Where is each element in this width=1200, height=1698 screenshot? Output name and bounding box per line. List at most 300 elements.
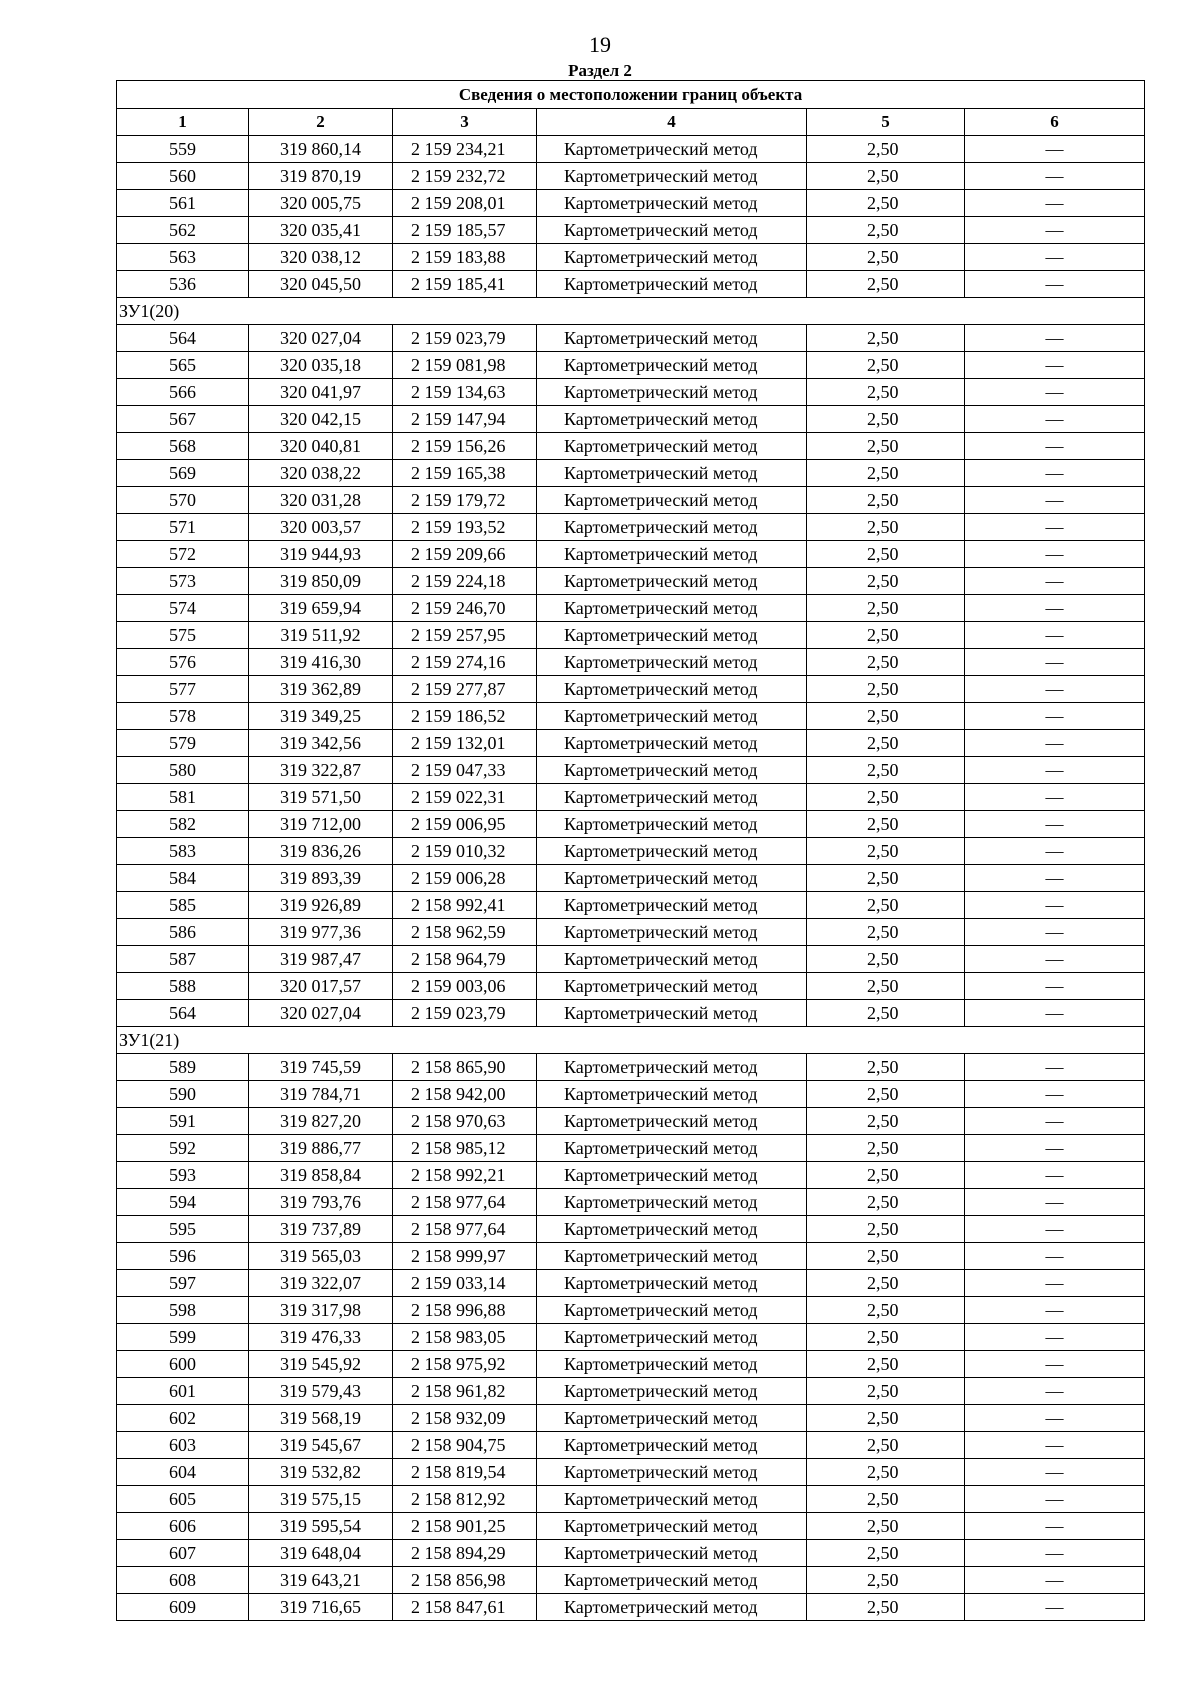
description-cell: — xyxy=(965,541,1145,568)
y-coordinate-cell: 2 158 812,92 xyxy=(393,1486,537,1513)
x-coordinate-cell: 319 793,76 xyxy=(249,1189,393,1216)
method-cell: Картометрический метод xyxy=(537,1054,807,1081)
point-number-cell: 589 xyxy=(117,1054,249,1081)
group-header-row xyxy=(117,1027,1145,1054)
description-cell: — xyxy=(965,811,1145,838)
table-row xyxy=(117,946,1145,973)
description-cell: — xyxy=(965,217,1145,244)
point-number-cell: 536 xyxy=(117,271,249,298)
accuracy-cell: 2,50 xyxy=(807,649,965,676)
y-coordinate-cell: 2 159 274,16 xyxy=(393,649,537,676)
table-row xyxy=(117,541,1145,568)
point-number-cell: 608 xyxy=(117,1567,249,1594)
description-cell: — xyxy=(965,136,1145,163)
accuracy-cell: 2,50 xyxy=(807,892,965,919)
x-coordinate-cell: 320 017,57 xyxy=(249,973,393,1000)
point-number-cell: 565 xyxy=(117,352,249,379)
description-cell: — xyxy=(965,919,1145,946)
description-cell: — xyxy=(965,973,1145,1000)
description-cell: — xyxy=(965,730,1145,757)
method-cell: Картометрический метод xyxy=(537,1513,807,1540)
x-coordinate-cell: 319 827,20 xyxy=(249,1108,393,1135)
table-row xyxy=(117,325,1145,352)
accuracy-cell: 2,50 xyxy=(807,1000,965,1027)
group-label: ЗУ1(21) xyxy=(117,1027,1145,1054)
table-row xyxy=(117,1000,1145,1027)
accuracy-cell: 2,50 xyxy=(807,271,965,298)
accuracy-cell: 2,50 xyxy=(807,487,965,514)
table-row xyxy=(117,1108,1145,1135)
method-cell: Картометрический метод xyxy=(537,1432,807,1459)
y-coordinate-cell: 2 159 185,41 xyxy=(393,271,537,298)
table-row xyxy=(117,973,1145,1000)
x-coordinate-cell: 319 836,26 xyxy=(249,838,393,865)
accuracy-cell: 2,50 xyxy=(807,568,965,595)
point-number-cell: 559 xyxy=(117,136,249,163)
accuracy-cell: 2,50 xyxy=(807,1405,965,1432)
y-coordinate-cell: 2 159 010,32 xyxy=(393,838,537,865)
point-number-cell: 579 xyxy=(117,730,249,757)
table-row xyxy=(117,1189,1145,1216)
method-cell: Картометрический метод xyxy=(537,217,807,244)
y-coordinate-cell: 2 159 134,63 xyxy=(393,379,537,406)
method-cell: Картометрический метод xyxy=(537,568,807,595)
point-number-cell: 563 xyxy=(117,244,249,271)
accuracy-cell: 2,50 xyxy=(807,136,965,163)
x-coordinate-cell: 320 040,81 xyxy=(249,433,393,460)
column-header: 3 xyxy=(393,109,537,136)
point-number-cell: 581 xyxy=(117,784,249,811)
table-row xyxy=(117,1297,1145,1324)
point-number-cell: 586 xyxy=(117,919,249,946)
y-coordinate-cell: 2 158 894,29 xyxy=(393,1540,537,1567)
table-row xyxy=(117,1135,1145,1162)
point-number-cell: 601 xyxy=(117,1378,249,1405)
point-number-cell: 571 xyxy=(117,514,249,541)
y-coordinate-cell: 2 158 819,54 xyxy=(393,1459,537,1486)
x-coordinate-cell: 320 038,12 xyxy=(249,244,393,271)
x-coordinate-cell: 319 416,30 xyxy=(249,649,393,676)
description-cell: — xyxy=(965,1432,1145,1459)
method-cell: Картометрический метод xyxy=(537,1486,807,1513)
table-row xyxy=(117,1216,1145,1243)
point-number-cell: 562 xyxy=(117,217,249,244)
table-row xyxy=(117,1243,1145,1270)
method-cell: Картометрический метод xyxy=(537,892,807,919)
table-row xyxy=(117,406,1145,433)
table-body xyxy=(117,81,1145,1621)
point-number-cell: 561 xyxy=(117,190,249,217)
column-header: 4 xyxy=(537,109,807,136)
y-coordinate-cell: 2 159 193,52 xyxy=(393,514,537,541)
x-coordinate-cell: 319 568,19 xyxy=(249,1405,393,1432)
accuracy-cell: 2,50 xyxy=(807,1459,965,1486)
description-cell: — xyxy=(965,1378,1145,1405)
y-coordinate-cell: 2 159 185,57 xyxy=(393,217,537,244)
table-row xyxy=(117,1162,1145,1189)
point-number-cell: 603 xyxy=(117,1432,249,1459)
method-cell: Картометрический метод xyxy=(537,1594,807,1621)
x-coordinate-cell: 320 031,28 xyxy=(249,487,393,514)
description-cell: — xyxy=(965,568,1145,595)
table-row xyxy=(117,838,1145,865)
point-number-cell: 593 xyxy=(117,1162,249,1189)
table-row xyxy=(117,703,1145,730)
description-cell: — xyxy=(965,757,1145,784)
description-cell: — xyxy=(965,1108,1145,1135)
table-row xyxy=(117,217,1145,244)
point-number-cell: 602 xyxy=(117,1405,249,1432)
method-cell: Картометрический метод xyxy=(537,1216,807,1243)
accuracy-cell: 2,50 xyxy=(807,352,965,379)
y-coordinate-cell: 2 159 165,38 xyxy=(393,460,537,487)
table-row xyxy=(117,379,1145,406)
y-coordinate-cell: 2 158 865,90 xyxy=(393,1054,537,1081)
table-row xyxy=(117,1054,1145,1081)
table-row xyxy=(117,514,1145,541)
x-coordinate-cell: 320 041,97 xyxy=(249,379,393,406)
description-cell: — xyxy=(965,1243,1145,1270)
method-cell: Картометрический метод xyxy=(537,271,807,298)
accuracy-cell: 2,50 xyxy=(807,1081,965,1108)
description-cell: — xyxy=(965,622,1145,649)
section-title: Раздел 2 xyxy=(568,61,632,80)
accuracy-cell: 2,50 xyxy=(807,163,965,190)
y-coordinate-cell: 2 158 942,00 xyxy=(393,1081,537,1108)
page-number: 19 xyxy=(589,32,611,57)
accuracy-cell: 2,50 xyxy=(807,865,965,892)
accuracy-cell: 2,50 xyxy=(807,703,965,730)
accuracy-cell: 2,50 xyxy=(807,406,965,433)
y-coordinate-cell: 2 159 156,26 xyxy=(393,433,537,460)
point-number-cell: 580 xyxy=(117,757,249,784)
description-cell: — xyxy=(965,1162,1145,1189)
y-coordinate-cell: 2 158 932,09 xyxy=(393,1405,537,1432)
x-coordinate-cell: 319 716,65 xyxy=(249,1594,393,1621)
method-cell: Картометрический метод xyxy=(537,541,807,568)
y-coordinate-cell: 2 159 003,06 xyxy=(393,973,537,1000)
description-cell: — xyxy=(965,946,1145,973)
table-row xyxy=(117,622,1145,649)
accuracy-cell: 2,50 xyxy=(807,676,965,703)
accuracy-cell: 2,50 xyxy=(807,1351,965,1378)
method-cell: Картометрический метод xyxy=(537,1135,807,1162)
point-number-cell: 607 xyxy=(117,1540,249,1567)
point-number-cell: 597 xyxy=(117,1270,249,1297)
accuracy-cell: 2,50 xyxy=(807,1243,965,1270)
description-cell: — xyxy=(965,271,1145,298)
y-coordinate-cell: 2 159 246,70 xyxy=(393,595,537,622)
description-cell: — xyxy=(965,703,1145,730)
description-cell: — xyxy=(965,163,1145,190)
x-coordinate-cell: 319 893,39 xyxy=(249,865,393,892)
method-cell: Картометрический метод xyxy=(537,190,807,217)
accuracy-cell: 2,50 xyxy=(807,1513,965,1540)
table-row xyxy=(117,487,1145,514)
method-cell: Картометрический метод xyxy=(537,838,807,865)
point-number-cell: 568 xyxy=(117,433,249,460)
y-coordinate-cell: 2 159 277,87 xyxy=(393,676,537,703)
method-cell: Картометрический метод xyxy=(537,865,807,892)
method-cell: Картометрический метод xyxy=(537,1000,807,1027)
x-coordinate-cell: 319 362,89 xyxy=(249,676,393,703)
x-coordinate-cell: 319 784,71 xyxy=(249,1081,393,1108)
point-number-cell: 572 xyxy=(117,541,249,568)
accuracy-cell: 2,50 xyxy=(807,1567,965,1594)
description-cell: — xyxy=(965,1054,1145,1081)
table-row xyxy=(117,1594,1145,1621)
description-cell: — xyxy=(965,784,1145,811)
column-header: 2 xyxy=(249,109,393,136)
x-coordinate-cell: 320 027,04 xyxy=(249,1000,393,1027)
description-cell: — xyxy=(965,676,1145,703)
description-cell: — xyxy=(965,1459,1145,1486)
table-row xyxy=(117,811,1145,838)
x-coordinate-cell: 319 858,84 xyxy=(249,1162,393,1189)
y-coordinate-cell: 2 158 977,64 xyxy=(393,1189,537,1216)
point-number-cell: 564 xyxy=(117,325,249,352)
method-cell: Картометрический метод xyxy=(537,406,807,433)
y-coordinate-cell: 2 158 962,59 xyxy=(393,919,537,946)
y-coordinate-cell: 2 158 904,75 xyxy=(393,1432,537,1459)
description-cell: — xyxy=(965,1270,1145,1297)
accuracy-cell: 2,50 xyxy=(807,1135,965,1162)
accuracy-cell: 2,50 xyxy=(807,1108,965,1135)
accuracy-cell: 2,50 xyxy=(807,1216,965,1243)
method-cell: Картометрический метод xyxy=(537,1162,807,1189)
table-row xyxy=(117,1270,1145,1297)
accuracy-cell: 2,50 xyxy=(807,1054,965,1081)
x-coordinate-cell: 319 712,00 xyxy=(249,811,393,838)
description-cell: — xyxy=(965,649,1145,676)
point-number-cell: 600 xyxy=(117,1351,249,1378)
table-row xyxy=(117,784,1145,811)
table-row xyxy=(117,1405,1145,1432)
accuracy-cell: 2,50 xyxy=(807,1270,965,1297)
method-cell: Картометрический метод xyxy=(537,595,807,622)
accuracy-cell: 2,50 xyxy=(807,433,965,460)
x-coordinate-cell: 319 579,43 xyxy=(249,1378,393,1405)
method-cell: Картометрический метод xyxy=(537,1243,807,1270)
description-cell: — xyxy=(965,514,1145,541)
y-coordinate-cell: 2 159 081,98 xyxy=(393,352,537,379)
y-coordinate-cell: 2 158 992,41 xyxy=(393,892,537,919)
point-number-cell: 590 xyxy=(117,1081,249,1108)
method-cell: Картометрический метод xyxy=(537,622,807,649)
method-cell: Картометрический метод xyxy=(537,1270,807,1297)
accuracy-cell: 2,50 xyxy=(807,460,965,487)
x-coordinate-cell: 320 035,18 xyxy=(249,352,393,379)
y-coordinate-cell: 2 159 179,72 xyxy=(393,487,537,514)
method-cell: Картометрический метод xyxy=(537,757,807,784)
y-coordinate-cell: 2 159 006,95 xyxy=(393,811,537,838)
column-header: 1 xyxy=(117,109,249,136)
description-cell: — xyxy=(965,1000,1145,1027)
description-cell: — xyxy=(965,1324,1145,1351)
description-cell: — xyxy=(965,1540,1145,1567)
accuracy-cell: 2,50 xyxy=(807,217,965,244)
description-cell: — xyxy=(965,595,1145,622)
table-row xyxy=(117,1378,1145,1405)
method-cell: Картометрический метод xyxy=(537,946,807,973)
x-coordinate-cell: 320 003,57 xyxy=(249,514,393,541)
description-cell: — xyxy=(965,352,1145,379)
accuracy-cell: 2,50 xyxy=(807,190,965,217)
y-coordinate-cell: 2 158 985,12 xyxy=(393,1135,537,1162)
accuracy-cell: 2,50 xyxy=(807,973,965,1000)
accuracy-cell: 2,50 xyxy=(807,946,965,973)
description-cell: — xyxy=(965,325,1145,352)
table-title: Сведения о местоположении границ объекта xyxy=(117,81,1145,109)
method-cell: Картометрический метод xyxy=(537,703,807,730)
table-row xyxy=(117,595,1145,622)
method-cell: Картометрический метод xyxy=(537,1459,807,1486)
x-coordinate-cell: 319 987,47 xyxy=(249,946,393,973)
method-cell: Картометрический метод xyxy=(537,1567,807,1594)
accuracy-cell: 2,50 xyxy=(807,757,965,784)
accuracy-cell: 2,50 xyxy=(807,1162,965,1189)
method-cell: Картометрический метод xyxy=(537,433,807,460)
table-row xyxy=(117,730,1145,757)
description-cell: — xyxy=(965,1351,1145,1378)
method-cell: Картометрический метод xyxy=(537,352,807,379)
point-number-cell: 584 xyxy=(117,865,249,892)
point-number-cell: 591 xyxy=(117,1108,249,1135)
method-cell: Картометрический метод xyxy=(537,1297,807,1324)
accuracy-cell: 2,50 xyxy=(807,379,965,406)
y-coordinate-cell: 2 159 209,66 xyxy=(393,541,537,568)
x-coordinate-cell: 319 737,89 xyxy=(249,1216,393,1243)
table-row xyxy=(117,919,1145,946)
x-coordinate-cell: 320 038,22 xyxy=(249,460,393,487)
method-cell: Картометрический метод xyxy=(537,1324,807,1351)
description-cell: — xyxy=(965,487,1145,514)
point-number-cell: 566 xyxy=(117,379,249,406)
y-coordinate-cell: 2 159 232,72 xyxy=(393,163,537,190)
y-coordinate-cell: 2 158 999,97 xyxy=(393,1243,537,1270)
x-coordinate-cell: 319 870,19 xyxy=(249,163,393,190)
y-coordinate-cell: 2 159 023,79 xyxy=(393,325,537,352)
table-row xyxy=(117,1459,1145,1486)
accuracy-cell: 2,50 xyxy=(807,541,965,568)
point-number-cell: 585 xyxy=(117,892,249,919)
method-cell: Картометрический метод xyxy=(537,1378,807,1405)
table-row xyxy=(117,163,1145,190)
point-number-cell: 577 xyxy=(117,676,249,703)
x-coordinate-cell: 320 045,50 xyxy=(249,271,393,298)
column-header: 5 xyxy=(807,109,965,136)
description-cell: — xyxy=(965,1135,1145,1162)
column-header: 6 xyxy=(965,109,1145,136)
table-row xyxy=(117,190,1145,217)
y-coordinate-cell: 2 158 975,92 xyxy=(393,1351,537,1378)
point-number-cell: 573 xyxy=(117,568,249,595)
point-number-cell: 583 xyxy=(117,838,249,865)
y-coordinate-cell: 2 158 977,64 xyxy=(393,1216,537,1243)
table-row xyxy=(117,244,1145,271)
description-cell: — xyxy=(965,406,1145,433)
x-coordinate-cell: 319 476,33 xyxy=(249,1324,393,1351)
point-number-cell: 598 xyxy=(117,1297,249,1324)
y-coordinate-cell: 2 159 186,52 xyxy=(393,703,537,730)
method-cell: Картометрический метод xyxy=(537,730,807,757)
table-row xyxy=(117,433,1145,460)
point-number-cell: 578 xyxy=(117,703,249,730)
x-coordinate-cell: 320 042,15 xyxy=(249,406,393,433)
point-number-cell: 567 xyxy=(117,406,249,433)
accuracy-cell: 2,50 xyxy=(807,838,965,865)
point-number-cell: 582 xyxy=(117,811,249,838)
accuracy-cell: 2,50 xyxy=(807,919,965,946)
method-cell: Картометрический метод xyxy=(537,244,807,271)
y-coordinate-cell: 2 158 856,98 xyxy=(393,1567,537,1594)
table-row xyxy=(117,676,1145,703)
table-row xyxy=(117,1081,1145,1108)
y-coordinate-cell: 2 158 961,82 xyxy=(393,1378,537,1405)
table-row xyxy=(117,1540,1145,1567)
table-row xyxy=(117,649,1145,676)
point-number-cell: 576 xyxy=(117,649,249,676)
description-cell: — xyxy=(965,1189,1145,1216)
y-coordinate-cell: 2 159 257,95 xyxy=(393,622,537,649)
table-row xyxy=(117,136,1145,163)
accuracy-cell: 2,50 xyxy=(807,784,965,811)
description-cell: — xyxy=(965,433,1145,460)
method-cell: Картометрический метод xyxy=(537,1081,807,1108)
method-cell: Картометрический метод xyxy=(537,973,807,1000)
x-coordinate-cell: 319 643,21 xyxy=(249,1567,393,1594)
point-number-cell: 574 xyxy=(117,595,249,622)
y-coordinate-cell: 2 158 970,63 xyxy=(393,1108,537,1135)
description-cell: — xyxy=(965,1216,1145,1243)
x-coordinate-cell: 319 648,04 xyxy=(249,1540,393,1567)
accuracy-cell: 2,50 xyxy=(807,730,965,757)
description-cell: — xyxy=(965,244,1145,271)
x-coordinate-cell: 319 850,09 xyxy=(249,568,393,595)
x-coordinate-cell: 319 659,94 xyxy=(249,595,393,622)
boundary-coordinates-table xyxy=(116,80,1145,1621)
accuracy-cell: 2,50 xyxy=(807,595,965,622)
description-cell: — xyxy=(965,1405,1145,1432)
y-coordinate-cell: 2 158 847,61 xyxy=(393,1594,537,1621)
method-cell: Картометрический метод xyxy=(537,919,807,946)
method-cell: Картометрический метод xyxy=(537,514,807,541)
x-coordinate-cell: 319 860,14 xyxy=(249,136,393,163)
y-coordinate-cell: 2 159 234,21 xyxy=(393,136,537,163)
x-coordinate-cell: 319 926,89 xyxy=(249,892,393,919)
x-coordinate-cell: 319 575,15 xyxy=(249,1486,393,1513)
x-coordinate-cell: 319 342,56 xyxy=(249,730,393,757)
x-coordinate-cell: 320 005,75 xyxy=(249,190,393,217)
y-coordinate-cell: 2 159 208,01 xyxy=(393,190,537,217)
point-number-cell: 604 xyxy=(117,1459,249,1486)
y-coordinate-cell: 2 158 901,25 xyxy=(393,1513,537,1540)
accuracy-cell: 2,50 xyxy=(807,1432,965,1459)
y-coordinate-cell: 2 159 006,28 xyxy=(393,865,537,892)
point-number-cell: 588 xyxy=(117,973,249,1000)
y-coordinate-cell: 2 158 996,88 xyxy=(393,1297,537,1324)
table-row xyxy=(117,757,1145,784)
point-number-cell: 564 xyxy=(117,1000,249,1027)
accuracy-cell: 2,50 xyxy=(807,811,965,838)
y-coordinate-cell: 2 159 132,01 xyxy=(393,730,537,757)
accuracy-cell: 2,50 xyxy=(807,1486,965,1513)
point-number-cell: 609 xyxy=(117,1594,249,1621)
x-coordinate-cell: 319 977,36 xyxy=(249,919,393,946)
description-cell: — xyxy=(965,838,1145,865)
table-row xyxy=(117,352,1145,379)
accuracy-cell: 2,50 xyxy=(807,1324,965,1351)
